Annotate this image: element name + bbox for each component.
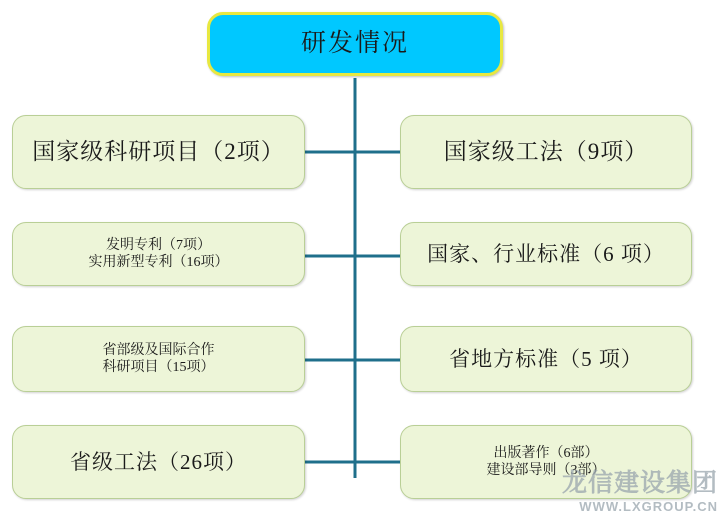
left-node-3-label [13,342,304,377]
watermark-sub: WWW.LXGROUP.CN [579,499,718,514]
root-node-label: 研发情况 [300,30,409,58]
left-node-4-label: 省级工法（26项） [70,449,247,474]
left-node-2-label-line2: 实用新型专利（16项） [88,255,229,270]
left-node-1[interactable] [12,115,305,189]
root-node[interactable] [207,12,503,76]
right-node-3-label: 省地方标准（5 项） [449,346,643,371]
right-node-4-label-line1: 出版著作（6部） [493,445,599,461]
right-node-2[interactable] [400,222,692,286]
left-node-3[interactable] [12,326,305,392]
right-node-2-label: 国家、行业标准（6 项） [427,241,665,266]
right-node-3[interactable] [400,326,692,392]
right-node-4[interactable] [400,425,692,499]
left-node-3-label-line2: 科研项目（15项） [102,360,215,375]
right-node-1[interactable] [400,115,692,189]
left-node-2[interactable] [12,222,305,286]
left-node-1-label: 国家级科研项目（2项） [32,138,285,164]
right-node-4-label-line2: 建设部导则（3部） [486,463,606,478]
right-node-1-label: 国家级工法（9项） [443,138,649,164]
left-node-3-label-line1: 省部级及国际合作 [102,342,215,358]
right-node-4-label [401,445,691,480]
left-node-2-label-line1: 发明专利（7项） [106,237,211,253]
left-node-4[interactable] [12,425,305,499]
left-node-2-label [13,237,304,272]
watermark-main: 龙信建设集团 [561,469,718,497]
